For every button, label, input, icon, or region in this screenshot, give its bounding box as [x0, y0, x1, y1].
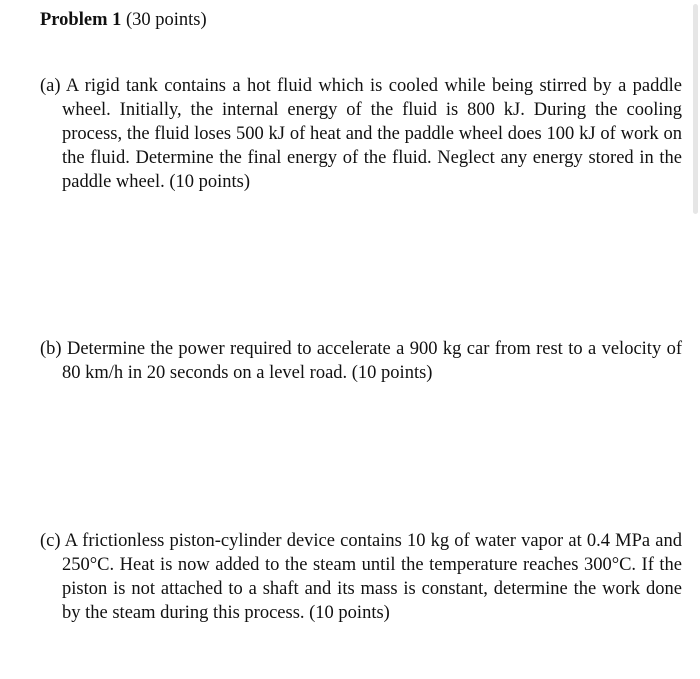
- problem-title-points: (30 points): [121, 10, 207, 30]
- scrollbar[interactable]: [693, 4, 698, 214]
- problem-part-b: (b) Determine the power required to accelerate a 900 kg car from rest to a velocity of 80 km/h in 20 seconds on a level road. (10 points): [40, 338, 682, 383]
- problem-part-c: (c) A frictionless piston-cylinder device contains 10 kg of water vapor at 0.4 MPa and 250°C. Heat is now added to the steam until the temperature reaches 300°C. If the piston is not attached to a shaft and its mass is constant, determine the work done by the steam during this process. (10 points): [40, 530, 682, 623]
- problem-title-label: Problem 1: [40, 10, 122, 30]
- problem-title: [40, 8, 207, 32]
- problem-part-a: (a) A rigid tank contains a hot fluid which is cooled while being stirred by a paddle wheel. Initially, the internal energy of the fluid is 800 kJ. During the cooling process, the fluid loses 500 kJ of heat and the paddle wheel does 100 kJ of work on the fluid. Determine the final energy of the fluid. Neglect any energy stored in the paddle wheel. (10 points): [40, 75, 682, 192]
